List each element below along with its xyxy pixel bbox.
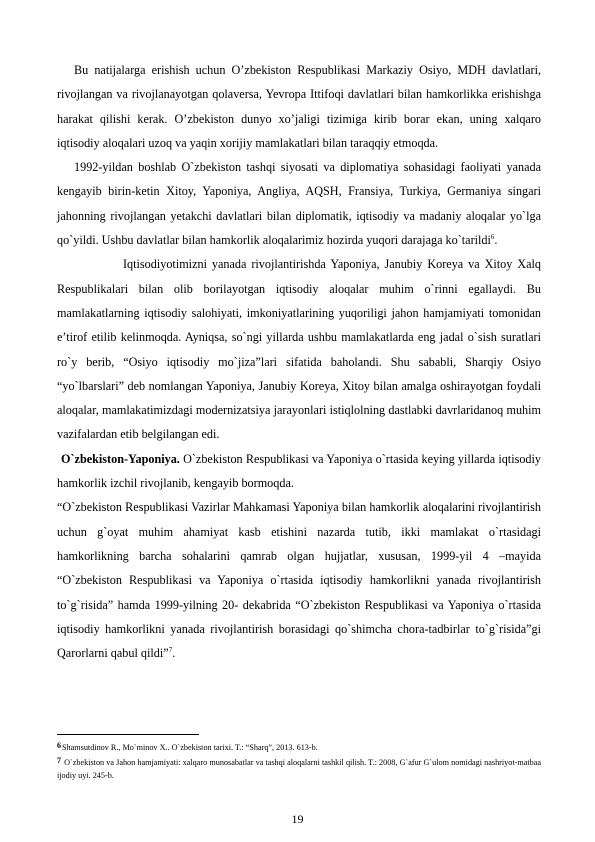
footnote-7 xyxy=(57,754,541,782)
paragraph-5-end: . xyxy=(172,646,176,661)
footnotes xyxy=(57,739,541,782)
paragraph-2 xyxy=(57,155,541,252)
footnote-6 xyxy=(57,739,541,754)
paragraph-1 xyxy=(57,58,541,155)
footnote-divider xyxy=(57,734,199,735)
footnote-ref-7[interactable]: 7 xyxy=(168,646,173,655)
paragraph-5 xyxy=(57,495,541,665)
paragraph-3 xyxy=(57,252,541,446)
paragraph-1-text: Bu natijalarga erishish uchun O’zbekiston Respublikasi Markaziy Osiyo, MDH davlatlari, rivojlangan va rivojlanayotgan qolaversa, Yevropa Ittifoqi davlatlari bilan hamkorlikka erishishga harakat qilishi kerak. O’zbekiston dunyo xo’jaligi tizimiga kirib borar ekan, uning xalqaro iqtisodiy aloqalari uzoq va yaqin xorijiy mamlakatlari bilan taraqqiy etmoqda. xyxy=(57,63,541,150)
footnote-number: 6 xyxy=(57,741,61,750)
body-text xyxy=(57,58,541,665)
page-number: 19 xyxy=(291,812,304,826)
footnote-number: 7 xyxy=(57,756,61,765)
footnote-text: Shamsutdinov R., Mo`minov X.. O`zbekiston tarixi. T.: “Sharq”, 2013. 613-b. xyxy=(62,743,318,752)
section-heading: O`zbekiston-Yaponiya. xyxy=(61,451,180,466)
paragraph-3-text: Iqtisodiyotimizni yanada rivojlantirishda Yaponiya, Janubiy Koreya va Xitoy Xalq Respublikalari bilan olib borilayotgan iqtisodiy aloqalar muhim o`rinni egallaydi. Bu mamlakatlarning iqtisodiy salohiyati, imkoniyatlarining yuqoriligi jahon hamjamiyati tomonidan e’tirof etilib kelinmoqda. Ayniqsa, so`ngi yillarda ushbu mamlakatlarda eng jadal o`sish suratlari ro`y berib, “Osiyo iqtisodiy mo`jiza”lari sifatida baholandi. Shu sababli, Sharqiy Osiyo “yo`lbarslari” deb nomlangan Yaponiya, Janubiy Koreya, Xitoy bilan amalga oshirayotgan foydali aloqalar, mamlakatimizdagi modernizatsiya jarayonlari istiqlolning dastlabki davrlaridanoq muhim vazifalardan etib belgilangan edi. xyxy=(57,257,541,442)
footnote-ref-6[interactable]: 6 xyxy=(490,233,495,242)
paragraph-2-text: 1992-yildan boshlab O`zbekiston tashqi siyosati va diplomatiya sohasidagi faoliyati yanada kengayib birin-ketin Xitoy, Yaponiya, Angliya, AQSH, Fransiya, Turkiya, Germaniya singari jahonning rivojlangan yetakchi davlatlari bilan diplomatik, iqtisodiy va madaniy aloqalar yo`lga qo`yildi. Ushbu davlatlar bilan hamkorlik aloqalarimiz hozirda yuqori darajaga ko`tarildi xyxy=(57,160,541,248)
paragraph-2-end: . xyxy=(494,233,498,248)
paragraph-5-text: “O`zbekiston Respublikasi Vazirlar Mahkamasi Yaponiya bilan hamkorlik aloqalarini rivojlantirish uchun g`oyat muhim ahamiyat kasb etishini nazarda tutib, ikki mamlakat o`rtasidagi hamkorlikning barcha sohalarini qamrab olgan hujjatlar, xususan, 1999-yil 4 –mayida “O`zbekiston Respublikasi va Yaponiya o`rtasida iqtisodiy hamkorlikni yanada rivojlantirish to`g`risida” hamda 1999-yilning 20- dekabrida “O`zbekiston Respublikasi va Yaponiya o`rtasida iqtisodiy hamkorlikni yanada rivojlantirish borasidagi qo`shimcha chora-tadbirlar to`g`risida”gi Qarorlarni qabul qildi” xyxy=(57,500,541,661)
paragraph-4 xyxy=(57,447,541,496)
paragraph-4-text: O`zbekiston Respublikasi va Yaponiya o`rtasida keying yillarda iqtisodiy hamkorlik izchil rivojlanib, kengayib bormoqda. xyxy=(57,451,541,491)
footnote-text: O`zbekiston va Jahon hamjamiyati: xalqaro munosabatlar va tashqi aloqalarni tashkil qilish. T.: 2008, G`afur G`ulom nomidagi nashriyot-matbaa ijodiy uyi. 245-b. xyxy=(57,758,541,780)
